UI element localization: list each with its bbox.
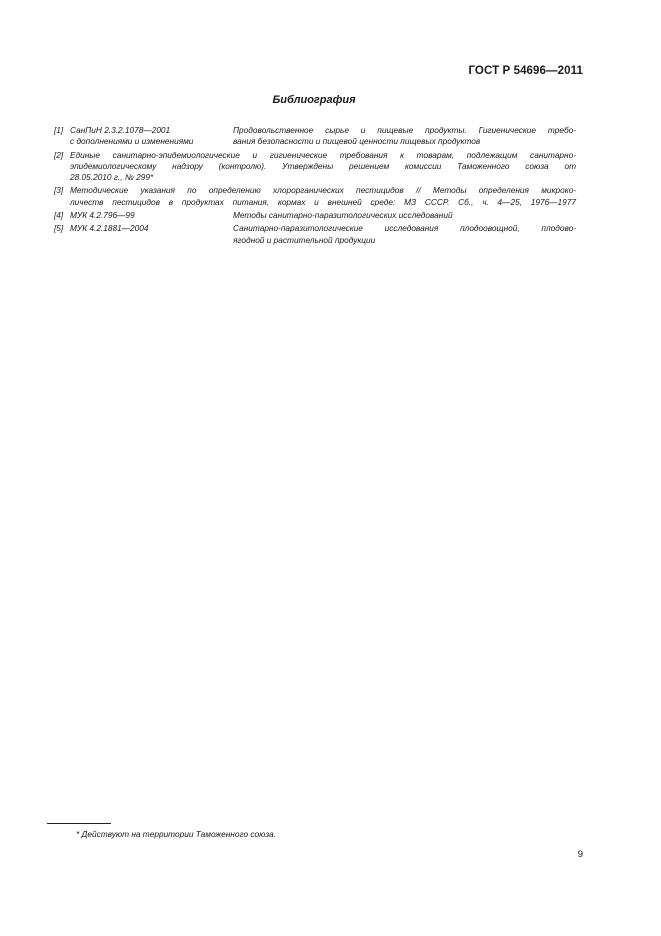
- entry-text: [70, 185, 576, 208]
- entry-source-line: МУК 4.2.796—99: [70, 210, 135, 221]
- entry-description-line: вания безопасности и пищевой ценности пищевых продуктов: [233, 136, 481, 147]
- entry-source-line: СанПиН 2.3.2.1078—2001: [70, 125, 171, 135]
- footnote: * Действуют на территории Таможенного союза.: [76, 829, 277, 839]
- entry-number: [1]: [54, 125, 64, 135]
- entry-text-line: эпидемиологическому надзору (контролю). Утверждены решением комиссии Таможенного союза от: [70, 160, 576, 171]
- entry-description: [233, 223, 576, 246]
- bibliography-entry-4: [54, 210, 576, 221]
- entry-number: [3]: [54, 185, 64, 196]
- document-code: ГОСТ Р 54696—2011: [468, 65, 583, 77]
- entry-text-line: Единые санитарно-эпидемиологические и гигиенические требования к товарам, подлежащим санитарно-: [70, 149, 576, 160]
- entry-number: [5]: [54, 223, 64, 234]
- entry-description: [233, 125, 576, 148]
- bibliography-list: [54, 125, 576, 248]
- entry-source: [70, 223, 230, 234]
- entry-description-line: ягодной и растительной продукции: [233, 234, 376, 245]
- bibliography-entry-2: [54, 150, 576, 184]
- bibliography-entry-3: [54, 185, 576, 208]
- entry-text-line: Методические указания по определению хлорорганических пестицидов // Методы определения микроко-: [70, 185, 576, 196]
- entry-description-line: Методы санитарно-паразитологических исследований: [233, 210, 453, 221]
- entry-description-line: Санитарно-паразитологические исследования плодоовощной, плодово-: [233, 223, 576, 234]
- page-number: 9: [577, 849, 583, 860]
- section-title: Библиография: [272, 94, 356, 106]
- entry-text-line: личеств пестицидов в продуктах питания, кормах и внешней среде: МЗ СССР. Сб., ч. 4—25, 1976—1977: [70, 196, 576, 207]
- entry-source-line: с дополнениями и изменениями: [70, 136, 194, 147]
- entry-source-line: МУК 4.2.1881—2004: [70, 223, 149, 234]
- bibliography-entry-1: [54, 125, 576, 148]
- entry-number: [4]: [54, 210, 64, 221]
- entry-source: [70, 210, 230, 221]
- bibliography-entry-5: [54, 223, 576, 246]
- entry-text: [70, 150, 576, 184]
- entry-description: [233, 210, 576, 221]
- footnote-separator: [47, 823, 111, 824]
- entry-number: [2]: [54, 149, 64, 160]
- entry-text-line: 28.05.2010 г., № 299*: [70, 172, 154, 183]
- entry-source: [70, 125, 230, 148]
- entry-description-line: Продовольственное сырье и пищевые продукты. Гигиенические требо-: [233, 125, 576, 135]
